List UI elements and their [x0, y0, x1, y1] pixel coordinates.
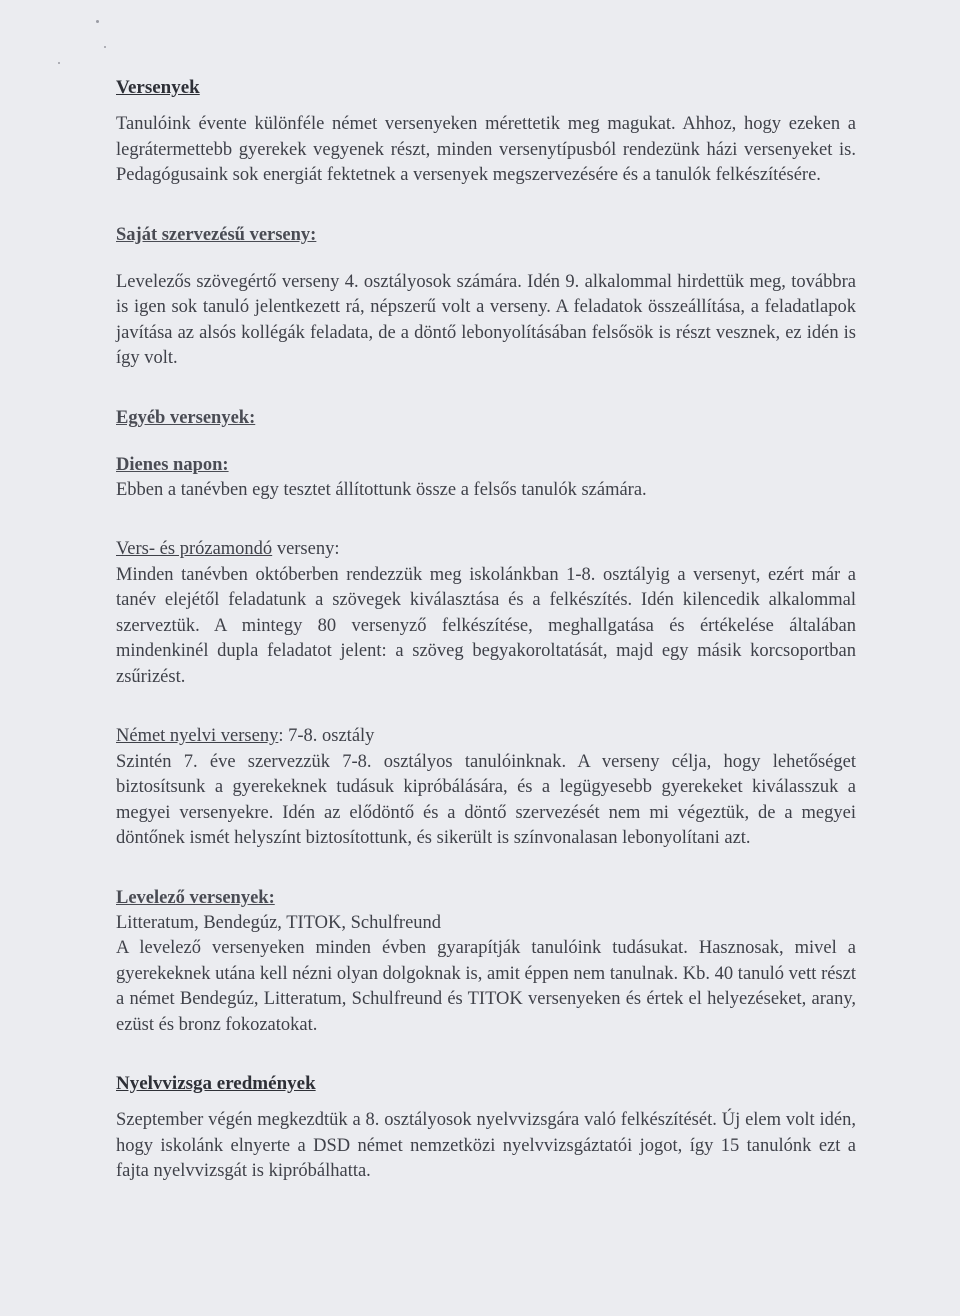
subheading-vers-proza: Vers- és prózamondó [116, 539, 273, 559]
paragraph-nemet-nyelvi: Szintén 7. éve szervezzük 7-8. osztályos tanulóinknak. A verseny célja, hogy lehetőséget biztosítsunk a gyerekeknek tudásuk kipróbálására, és a legügyesebb gyerekeket kiválasszuk a megyei versenyekre. Idén az elődöntő és a döntő szervezését nem mi végeztük, de a megyei döntőnek ismét helyszínt biztosítottunk, és sikerült is színvonalasan lebonyolítani azt. [116, 751, 856, 848]
section-title-nyelvvizsga: Nyelvvizsga eredmények [116, 1073, 316, 1094]
document-body [116, 76, 856, 1185]
paragraph-levelezo-versenyek: A levelező versenyeken minden évben gyarapítják tanulóink tudásukat. Hasznosak, mivel a gyerekeknek utána kell nézni olyan dolgoknak is, amit éppen nem tanulnak. Kb. 40 tanuló vett részt a német Bendegúz, Litteratum, Schulfreund és TITOK versenyeken és értek el helyezéseket, arany, ezüst és bronz fokozatokat. [116, 938, 856, 1035]
paragraph-vers-proza: Minden tanévben októberben rendezzük meg iskolánkban 1-8. osztályig a versenyt, ezért már a tanév elejétől feladatunk a szövegek kiválasztása és a felkészítés. Idén kilencedik alkalommal szerveztük. A mintegy 80 versenyző felkészítése, meghallgatása és értékelése általában mindenkinél dupla feladatot jelent: a szöveg begyakoroltatását, majd egy másik korcsoportban zsűrizést. [116, 564, 856, 687]
paragraph-sajat-verseny: Levelezős szövegértő verseny 4. osztályosok számára. Idén 9. alkalommal hirdettük meg, továbbra is igen sok tanuló jelentkezett rá, népszerű volt a verseny. A feladatok összeállítása, a feladatlapok javítása az alsós kollégák feladata, de a döntő lebonyolításában felsősök is részt vesznek, ez idén is így volt. [116, 271, 856, 368]
scan-speck [96, 20, 99, 23]
subheading-vers-proza-suffix: verseny: [272, 539, 340, 559]
subheading-sajat-szervezesu: Saját szervezésű verseny: [116, 224, 317, 245]
paragraph-nyelvvizsga: Szeptember végén megkezdtük a 8. osztályosok nyelvvizsgára való felkészítését. Új elem volt idén, hogy iskolánk elnyerte a DSD német nemzetközi nyelvvizsgáztatói jogot, így 15 tanulónk ezt a fajta nyelvvizsgát is kipróbálhatta. [116, 1110, 856, 1181]
scan-speck [104, 46, 106, 48]
subheading-nemet-nyelvi: Német nyelvi verseny [116, 726, 279, 746]
subheading-levelezo-versenyek: Levelező versenyek: [116, 887, 275, 908]
heading-line-nemet-nyelvi [116, 724, 856, 750]
heading-line-vers-proza [116, 537, 856, 563]
subheading-egyeb-versenyek: Egyéb versenyek: [116, 407, 256, 428]
section-title-versenyek: Versenyek [116, 77, 200, 98]
subheading-nemet-nyelvi-suffix: : 7-8. osztály [278, 726, 375, 746]
paragraph-intro: Tanulóink évente különféle német versenyeken mérettetik meg magukat. Ahhoz, hogy ezeken a legrátermettebb gyerekek vegyenek részt, minden versenytípusból rendezünk házi versenyeket is. Pedagógusaink sok energiát fektetnek a versenyek megszervezésére és a tanulók felkészítésére. [116, 114, 856, 185]
scan-speck [58, 62, 60, 64]
list-levelezo-versenyek: Litteratum, Bendegúz, TITOK, Schulfreund [116, 912, 442, 933]
subheading-dienes-napon: Dienes napon: [116, 454, 229, 475]
paragraph-dienes-napon: Ebben a tanévben egy tesztet állítottunk össze a felsős tanulók számára. [116, 479, 647, 500]
